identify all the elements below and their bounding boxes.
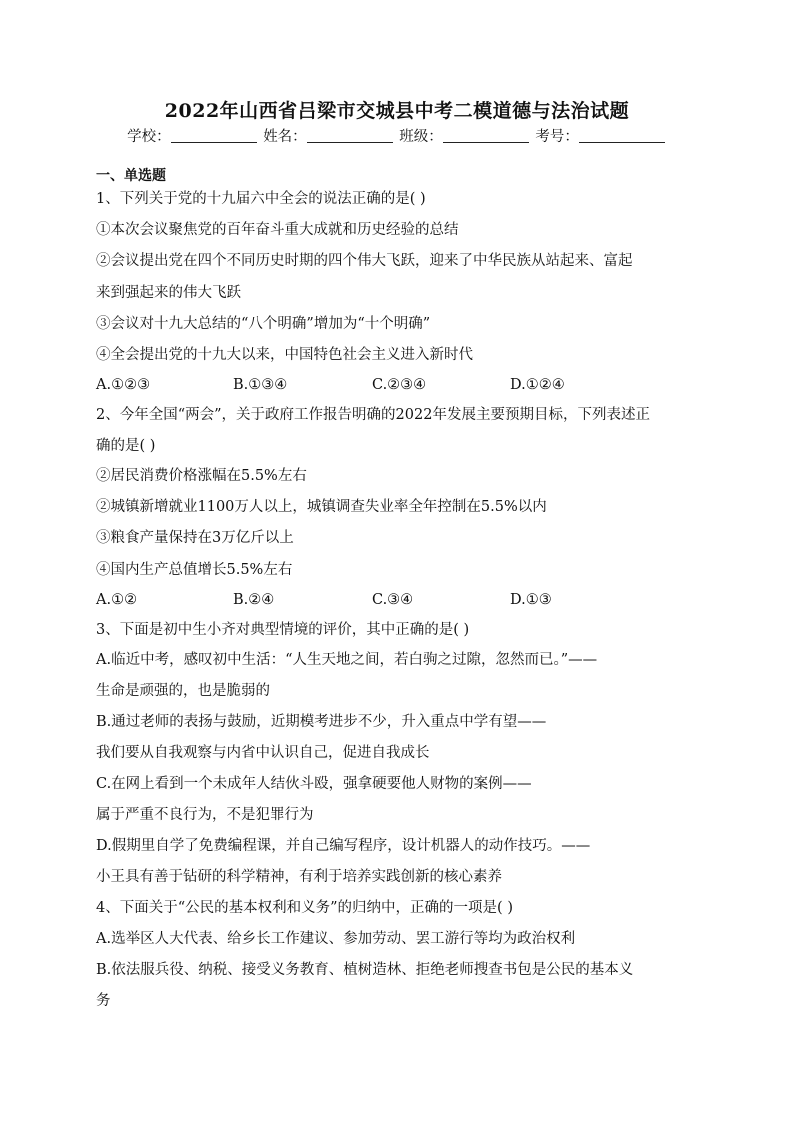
- question-1-stem: 1、下列关于党的十九届六中全会的说法正确的是( ): [96, 191, 426, 207]
- q3-option-a-cont: 生命是顽强的，也是脆弱的: [96, 683, 270, 699]
- q2-statement-1: ②居民消费价格涨幅在5.5%左右: [96, 468, 307, 484]
- q2-statement-3: ③粮食产量保持在3万亿斤以上: [96, 530, 294, 546]
- q2-option-a[interactable]: A.①②: [96, 592, 138, 608]
- page-title: 2022年山西省吕梁市交城县中考二模道德与法治试题: [164, 100, 630, 122]
- q4-option-b[interactable]: B.依法服兵役、纳税、接受义务教育、植树造林、拒绝老师搜查书包是公民的基本义: [96, 962, 634, 978]
- q3-option-d-cont: 小王具有善于钻研的科学精神，有利于培养实践创新的核心素养: [96, 869, 502, 885]
- q1-option-b[interactable]: B.①③④: [233, 377, 288, 393]
- number-blank[interactable]: [579, 128, 665, 143]
- q3-option-d[interactable]: D.假期里自学了免费编程课，并自己编写程序，设计机器人的动作技巧。——: [96, 838, 591, 854]
- q3-option-b-cont: 我们要从自我观察与内省中认识自己，促进自我成长: [96, 745, 430, 761]
- question-2-stem: 2、今年全国“两会”，关于政府工作报告明确的2022年发展主要预期目标，下列表述正: [96, 407, 650, 423]
- q3-option-c-cont: 属于严重不良行为，不是犯罪行为: [96, 807, 314, 823]
- q1-statement-4: ④全会提出党的十九大以来，中国特色社会主义进入新时代: [96, 347, 473, 363]
- q3-option-a[interactable]: A.临近中考，感叹初中生活：“人生天地之间，若白驹之过隙，忽然而已。”——: [96, 652, 598, 668]
- q3-option-c[interactable]: C.在网上看到一个未成年人结伙斗殴，强拿硬要他人财物的案例——: [96, 776, 532, 792]
- section-heading: 一、单选题: [96, 168, 166, 184]
- student-info-row: [0, 125, 794, 146]
- school-blank[interactable]: [171, 128, 257, 143]
- q4-option-a[interactable]: A.选举区人大代表、给乡长工作建议、参加劳动、罢工游行等均为政治权利: [96, 931, 576, 947]
- name-blank[interactable]: [307, 128, 393, 143]
- number-label: 考号：: [535, 129, 579, 145]
- q2-statement-4: ④国内生产总值增长5.5%左右: [96, 562, 293, 578]
- q1-statement-2: ②会议提出党在四个不同历史时期的四个伟大飞跃，迎来了中华民族从站起来、富起: [96, 253, 633, 269]
- q2-option-b[interactable]: B.②④: [233, 592, 275, 608]
- class-blank[interactable]: [443, 128, 529, 143]
- class-label: 班级：: [399, 129, 443, 145]
- q2-option-d[interactable]: D.①③: [510, 592, 552, 608]
- q4-option-b-cont: 务: [96, 993, 111, 1009]
- q1-statement-1: ①本次会议聚焦党的百年奋斗重大成就和历史经验的总结: [96, 222, 459, 238]
- q3-option-b[interactable]: B.通过老师的表扬与鼓励，近期模考进步不少，升入重点中学有望——: [96, 714, 547, 730]
- q1-statement-3: ③会议对十九大总结的“八个明确”增加为“十个明确”: [96, 316, 431, 332]
- q2-statement-2: ②城镇新增就业1100万人以上，城镇调查失业率全年控制在5.5%以内: [96, 499, 547, 515]
- q1-option-c[interactable]: C.②③④: [372, 377, 427, 393]
- q1-option-a[interactable]: A.①②③: [96, 377, 151, 393]
- q2-option-c[interactable]: C.③④: [372, 592, 414, 608]
- question-4-stem: 4、下面关于“公民的基本权利和义务”的归纳中，正确的一项是( ): [96, 900, 513, 916]
- question-3-stem: 3、下面是初中生小齐对典型情境的评价，其中正确的是( ): [96, 622, 470, 638]
- school-label: 学校：: [127, 129, 171, 145]
- question-2-stem-cont: 确的是( ): [96, 438, 156, 454]
- q1-option-d[interactable]: D.①②④: [510, 377, 565, 393]
- q1-statement-2-cont: 来到强起来的伟大飞跃: [96, 285, 241, 301]
- name-label: 姓名：: [263, 129, 307, 145]
